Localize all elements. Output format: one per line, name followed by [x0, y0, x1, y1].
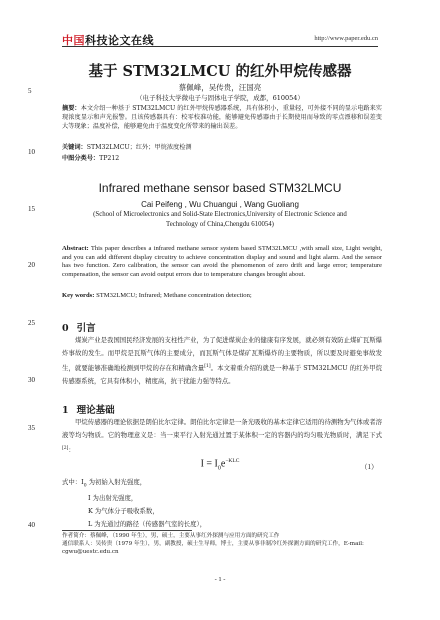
- abstract-en: [62, 245, 382, 279]
- abstract-label-cn: 摘要：: [62, 105, 81, 112]
- keywords-cn: 关键词：STM32LMCU；红外；甲烷浓度检测: [62, 144, 192, 151]
- equation-number: （1）: [360, 463, 378, 471]
- definition-I0: 式中：$I_0$ 为初始入射光强度，: [62, 478, 147, 489]
- line-number: 20: [28, 261, 35, 269]
- paper-title-cn: 基于 STM32LMCU 的红外甲烷传感器: [88, 63, 352, 80]
- line-number: 35: [28, 424, 35, 432]
- theory-paragraph: 甲烷传感器的理论依据是朗伯比尔定律。朗伯比尔定律是一条光吸收的基本定律它适用的待测物为气体或者溶液等均匀物质。它的物理意义是：当一束平行入射光通过置于某体积一定的容器内的均匀吸光物质时，满足下式[2]：: [62, 418, 382, 455]
- keywords-en: Key words: STM32LMCU; Infrared; Methane concentration detection;: [62, 292, 252, 299]
- definition-K: K 为气体分子吸收系数，: [88, 507, 159, 516]
- footnote-rule: [62, 530, 192, 531]
- affiliation-en-1: (School of Microelectronics and Solid-State Electronics,University of Electronic Science and: [93, 211, 347, 218]
- variable-definitions: [62, 476, 206, 531]
- line-number: 10: [28, 148, 35, 156]
- intro-paragraph: 煤炭产业是我国国民经济发展的支柱性产业，为了促进煤炭企业的健康有序发展，就必须有效防止煤矿瓦斯爆炸事故的发生。而甲烷是瓦斯气体的主要成分，而瓦斯气体是煤矿瓦斯爆炸的主要物质，所以要及时避免事故发生，就要能够准确地检测到甲烷的存在和精确含量[1]。本文着重介绍的就是一种基于 STM32LMCU 的红外甲烷传感器系统，它具有体积小，精度高，抗干扰能力强等特点。: [62, 336, 382, 386]
- footnote-contact: 通信联系人：吴传贵（1979 年生），男，副教授，硕士生导师，博士，主要从事非制冷红外探测方面的研究工作，E-mail: cgwu@uestc.edu.cn: [62, 541, 364, 555]
- authors-cn: 蔡佩峰，吴传贵，汪国亮: [178, 83, 262, 92]
- authors-en: Cai Peifeng , Wu Chuangui , Wang Guoliang: [141, 200, 299, 209]
- site-logo: 中国科技论文在线: [62, 34, 154, 47]
- section-heading-theory: 1 理论基础: [62, 405, 115, 416]
- abstract-cn: [62, 104, 382, 132]
- line-number: 40: [28, 521, 35, 529]
- abstract-text-cn: 本文介绍一种基于 STM32LMCU 的红外甲烷传感器系统，具有体积小，重量轻，可外接不同的显示电路来实现浓度显示和声光报警。且该传感器具有：校零校准功能，能够避免传感器由于长期使用而导致的零点漂移和误差变大等现象；温度补偿，能够避免由于温度变化所带来的输出误差。: [62, 105, 382, 131]
- class-number-cn: 中图分类号：TP212: [62, 155, 120, 162]
- equation-beer-lambert: $I = I_0e^{-KLC}$: [200, 458, 240, 472]
- section-heading-intro: 0 引言: [62, 323, 96, 334]
- line-number: 25: [28, 319, 35, 327]
- definition-I: I 为出射光强度，: [88, 494, 138, 503]
- affiliation-cn: （电子科技大学微电子与固体电子学院，成都，610054）: [136, 94, 304, 102]
- site-url[interactable]: http://www.paper.edu.cn: [314, 35, 378, 42]
- citation: [1]: [204, 364, 211, 369]
- citation: [2]: [62, 446, 69, 451]
- definition-L: L 为光通过的路径（传感器气室的长度），: [88, 520, 207, 529]
- abstract-text-en: This paper describes a infrared methane sensor system based STM32LMCU ,with small size, Light weight, and you can add different display circuitry to achieve concentration display and sound and light alarm. And the sensor has two function. Zero calibration, the sensor can avoid the phenomenon of zero drift and large error; temperature compensation, the sensor can avoid output errors due to temperature changes brought about.: [62, 245, 382, 278]
- line-number: 30: [28, 376, 35, 384]
- footnote-author: 作者简介：蔡佩峰，（1990 年生），男，硕士，主要从事红外探测与应用方面的研究工作: [62, 533, 280, 539]
- affiliation-en-2: Technology of China,Chengdu 610054): [166, 221, 274, 228]
- abstract-label-en: Abstract:: [62, 245, 89, 252]
- page-number: - 1 -: [214, 576, 226, 583]
- line-number: 15: [28, 205, 35, 213]
- paper-title-en: Infrared methane sensor based STM32LMCU: [98, 181, 342, 195]
- header-rule: [62, 46, 378, 47]
- line-number: 5: [28, 87, 32, 95]
